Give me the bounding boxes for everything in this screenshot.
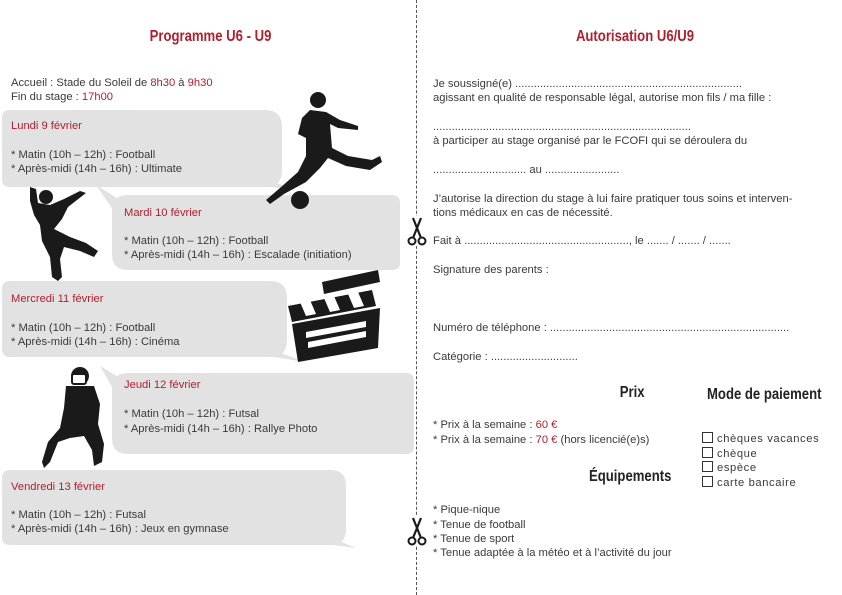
form-line-care-2: tions médicaux en cas de nécessité.	[433, 207, 613, 219]
day-label-thursday: Jeudi 12 février	[124, 379, 201, 391]
payment-option-carte[interactable]: carte bancaire	[702, 476, 796, 490]
fin-line: Fin du stage : 17h00	[11, 91, 114, 103]
price-line-2: * Prix à la semaine : 70 € (hors licencié(e)s)	[433, 434, 650, 446]
program-title: Programme U6 - U9	[149, 28, 272, 45]
payment-heading: Mode de paiement	[707, 386, 822, 403]
climber-silhouette	[24, 185, 104, 285]
checkbox-icon[interactable]	[702, 476, 713, 487]
equipment-item: * Tenue de football	[433, 519, 526, 531]
day-label-friday: Vendredi 13 février	[11, 481, 105, 493]
clapperboard-icon	[286, 268, 384, 364]
equipment-item: * Tenue de sport	[433, 533, 515, 545]
tuesday-morning: * Matin (10h – 12h) : Football	[124, 235, 269, 247]
fold-line	[416, 0, 417, 595]
tuesday-afternoon: * Après-midi (14h – 16h) : Escalade (initiation)	[124, 249, 352, 261]
equipment-heading: Équipements	[589, 468, 672, 485]
scissors-icon	[406, 216, 428, 246]
price-line-1: * Prix à la semaine : 60 €	[433, 419, 558, 431]
form-line-participate: à participer au stage organisé par le FCOFI qui se déroulera du	[433, 135, 748, 147]
form-line-care-1: J’autorise la direction du stage à lui faire pratiquer tous soins et interven-	[433, 193, 793, 205]
day-label-tuesday: Mardi 10 février	[124, 207, 202, 219]
form-line-child-name: ...................................................................................	[433, 121, 691, 133]
payment-option-espece[interactable]: espèce	[702, 461, 757, 475]
checkbox-icon[interactable]	[702, 432, 713, 443]
friday-afternoon: * Après-midi (14h – 16h) : Jeux en gymnase	[11, 523, 229, 535]
wednesday-morning: * Matin (10h – 12h) : Football	[11, 322, 156, 334]
footballer-silhouette	[262, 90, 387, 212]
accueil-line: Accueil : Stade du Soleil de 8h30 à 9h30	[11, 77, 213, 89]
checkbox-icon[interactable]	[702, 447, 713, 458]
price-heading: Prix	[619, 384, 645, 401]
wednesday-afternoon: * Après-midi (14h – 16h) : Cinéma	[11, 336, 180, 348]
monday-morning: * Matin (10h – 12h) : Football	[11, 149, 156, 161]
equipment-item: * Pique-nique	[433, 504, 501, 516]
thursday-afternoon: * Après-midi (14h – 16h) : Rallye Photo	[124, 423, 318, 435]
form-line-responsable: agissant en qualité de responsable légal, autorise mon fils / ma fille :	[433, 92, 772, 104]
monday-afternoon: * Après-midi (14h – 16h) : Ultimate	[11, 163, 182, 175]
form-line-phone: Numéro de téléphone : .............................................................................	[433, 322, 790, 334]
payment-option-cheques-vacances[interactable]: chèques vacances	[702, 432, 819, 446]
thursday-morning: * Matin (10h – 12h) : Futsal	[124, 408, 259, 420]
form-line-fait-a: Fait à ....................................................., le ....... / ....... / .......	[433, 235, 731, 247]
form-line-soussigne: Je soussigné(e) .........................................................................	[433, 78, 742, 90]
equipment-item: * Tenue adaptée à la météo et à l’activité du jour	[433, 547, 672, 559]
authorization-title: Autorisation U6/U9	[575, 28, 695, 45]
day-label-wednesday: Mercredi 11 février	[11, 293, 104, 305]
checkbox-icon[interactable]	[702, 461, 713, 472]
photographer-silhouette	[40, 366, 110, 474]
form-line-dates: .............................. au ........................	[433, 164, 620, 176]
payment-option-cheque[interactable]: chèque	[702, 447, 757, 461]
scissors-icon	[406, 516, 428, 546]
friday-morning: * Matin (10h – 12h) : Futsal	[11, 509, 146, 521]
form-line-category: Catégorie : ............................	[433, 351, 578, 363]
form-line-signature: Signature des parents :	[433, 264, 549, 276]
day-label-monday: Lundi 9 février	[11, 120, 82, 132]
